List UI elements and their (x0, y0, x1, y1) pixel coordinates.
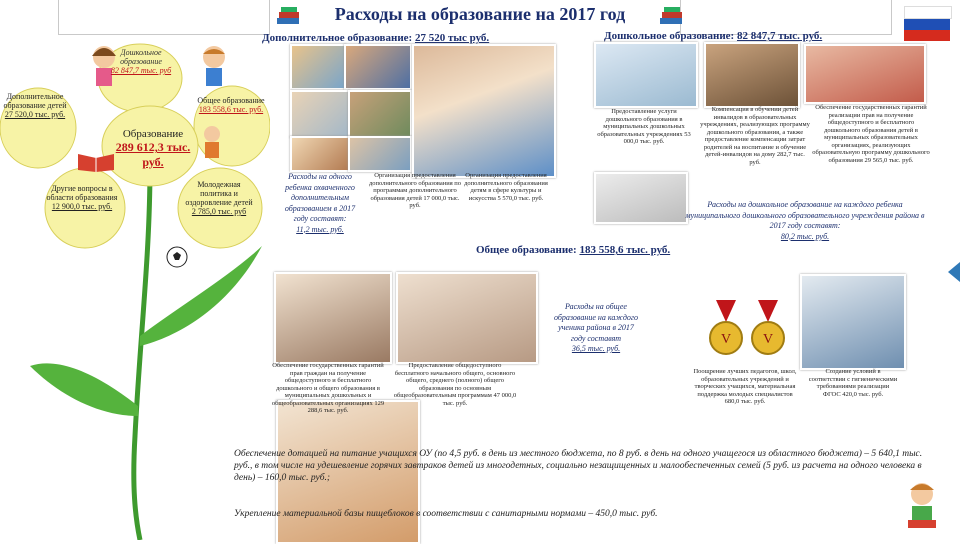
petal-preschool: Дошкольное образование 82 847,7 тыс. руб (110, 48, 172, 75)
petal-youth: Молодежная политика и оздоровление детей 2 785,0 тыс. руб (185, 180, 253, 216)
next-slide-arrow-icon[interactable] (948, 262, 960, 282)
photo-schoolgirls-desk (274, 272, 392, 364)
preschool-service: Предоставление услуги дошкольного образования в муниципальных дошкольных образовательных учреждениях 53 000,0 тыс. руб. (597, 108, 691, 145)
cartoon-boy-icon (196, 44, 232, 90)
photo-children-dance (344, 44, 412, 90)
preschool-per-child: Расходы на дошкольное образование на каждого ребенка муниципального дошкольного образовательного учреждения района в 2017 году составят: 80,2 тыс. руб. (685, 200, 925, 241)
preschool-guarantees: Обеспечение государственных гарантий реализации прав на получение общедоступного и бесплатного дошкольного образования детей в муниципальных образовательных организациях, реализующих образовательную программу дошкольного образования 29 565,0 тыс. руб. (812, 104, 930, 164)
photo-kids-class-1 (290, 90, 350, 138)
photo-kids-toy-car (594, 172, 688, 224)
photo-computer-class (800, 274, 906, 370)
photo-children-art (290, 44, 346, 90)
general-gifted: Поощрение лучших педагогов, школ, образовательных учреждений и творческих учащихся, материальная поддержка молодых специалистов 680,0 тыс. руб. (693, 368, 797, 405)
photo-kids-playground (594, 42, 698, 108)
photo-schoolgirls-lesson (396, 272, 538, 364)
photo-kids-drawing-1 (290, 136, 350, 172)
medal-icon-1 (706, 300, 746, 360)
additional-org-1: Организация предоставления дополнительного образования по программам дополнительного образования детей 17 000,0 тыс. руб. (368, 172, 462, 209)
additional-per-child: Расходы на одного ребенка охваченного дополнительным образованием в 2017 году составят: 11,2 тыс. руб. (284, 172, 356, 234)
material-paragraph: Укрепление материальной базы пищеблоков в соответствии с санитарными нормами – 450,0 тыс. руб. (234, 509, 658, 519)
petal-additional: Дополнительное образование детей 27 520,0 тыс. руб. (3, 92, 67, 119)
russian-flag-icon (904, 6, 952, 41)
flower-center: Образование 289 612,3 тыс. руб. (115, 128, 191, 169)
cartoon-kid-reading-icon (900, 480, 944, 536)
preschool-header: Дошкольное образование: 82 847,7 тыс. руб. (604, 30, 823, 42)
svg-text:V: V (762, 332, 774, 347)
medal-icon-2 (748, 300, 788, 360)
petal-other: Другие вопросы в области образования 12 900,0 тыс. руб. (46, 184, 118, 211)
books-icon-right (658, 6, 684, 26)
page-title: Расходы на образование на 2017 год (334, 4, 626, 24)
general-guarantees: Обеспечение государственных гарантий прав граждан на получение общедоступного и бесплатного дошкольного и общего образования в муниципальных дошкольных и общеобразовательных организациях 129 288,6 тыс. руб. (271, 362, 385, 414)
petal-general: Общее образование 183 558,6 тыс. руб. (197, 96, 265, 114)
photo-kids-drawing-2 (348, 136, 412, 172)
cartoon-student-icon (198, 124, 226, 164)
additional-header: Дополнительное образование: 27 520 тыс руб. (262, 32, 490, 44)
soccer-ball-icon (166, 246, 188, 268)
photo-kindergarten-group (804, 44, 926, 104)
photo-girl-thumbs-up (412, 44, 556, 178)
preschool-compensation: Компенсация в обучении детей инвалидов в образовательных учреждениях, реализующих программу дошкольного образования, а также предоставление компенсации затрат родителей на воспитание и обучение детей-инвалидов на дому 282,7 тыс. руб. (700, 106, 810, 166)
meals-paragraph: Обеспечение дотацией на питание учащихся ОУ (по 4,5 руб. в день из местного бюджета, по 8 руб. в день на одного учащегося из областного бюджета) – 5 640,1 тыс. руб., в том числе на удешевление горячих завтраков детей из многодетных, социально незащищенных и малообеспеченных семей (5 руб. из расчета на одного человека в день) – 160,0 тыс. руб.; (234, 449, 923, 483)
general-header: Общее образование: 183 558,6 тыс. руб. (476, 244, 671, 256)
photo-kids-class-2 (348, 90, 412, 138)
general-fgos: Создание условий в соответствии с гигиеническими требованиями реализации ФГОС 420,0 тыс. руб. (808, 368, 898, 398)
additional-org-2: Организация предоставления дополнительного образования детям в сфере культуры и искусства 5 570,0 тыс. руб. (464, 172, 548, 202)
general-per-student: Расходы на общее образование на каждого ученика района в 2017 году составят 36,5 тыс. руб. (554, 302, 638, 353)
photo-teacher-children (704, 42, 800, 108)
svg-text:V: V (720, 332, 732, 347)
general-provision: Предоставление общедоступного бесплатного начального общего, основного общего, среднего (полного) общего образования по основным общеобразовательным программам 47 000,0 тыс. руб. (393, 362, 517, 407)
